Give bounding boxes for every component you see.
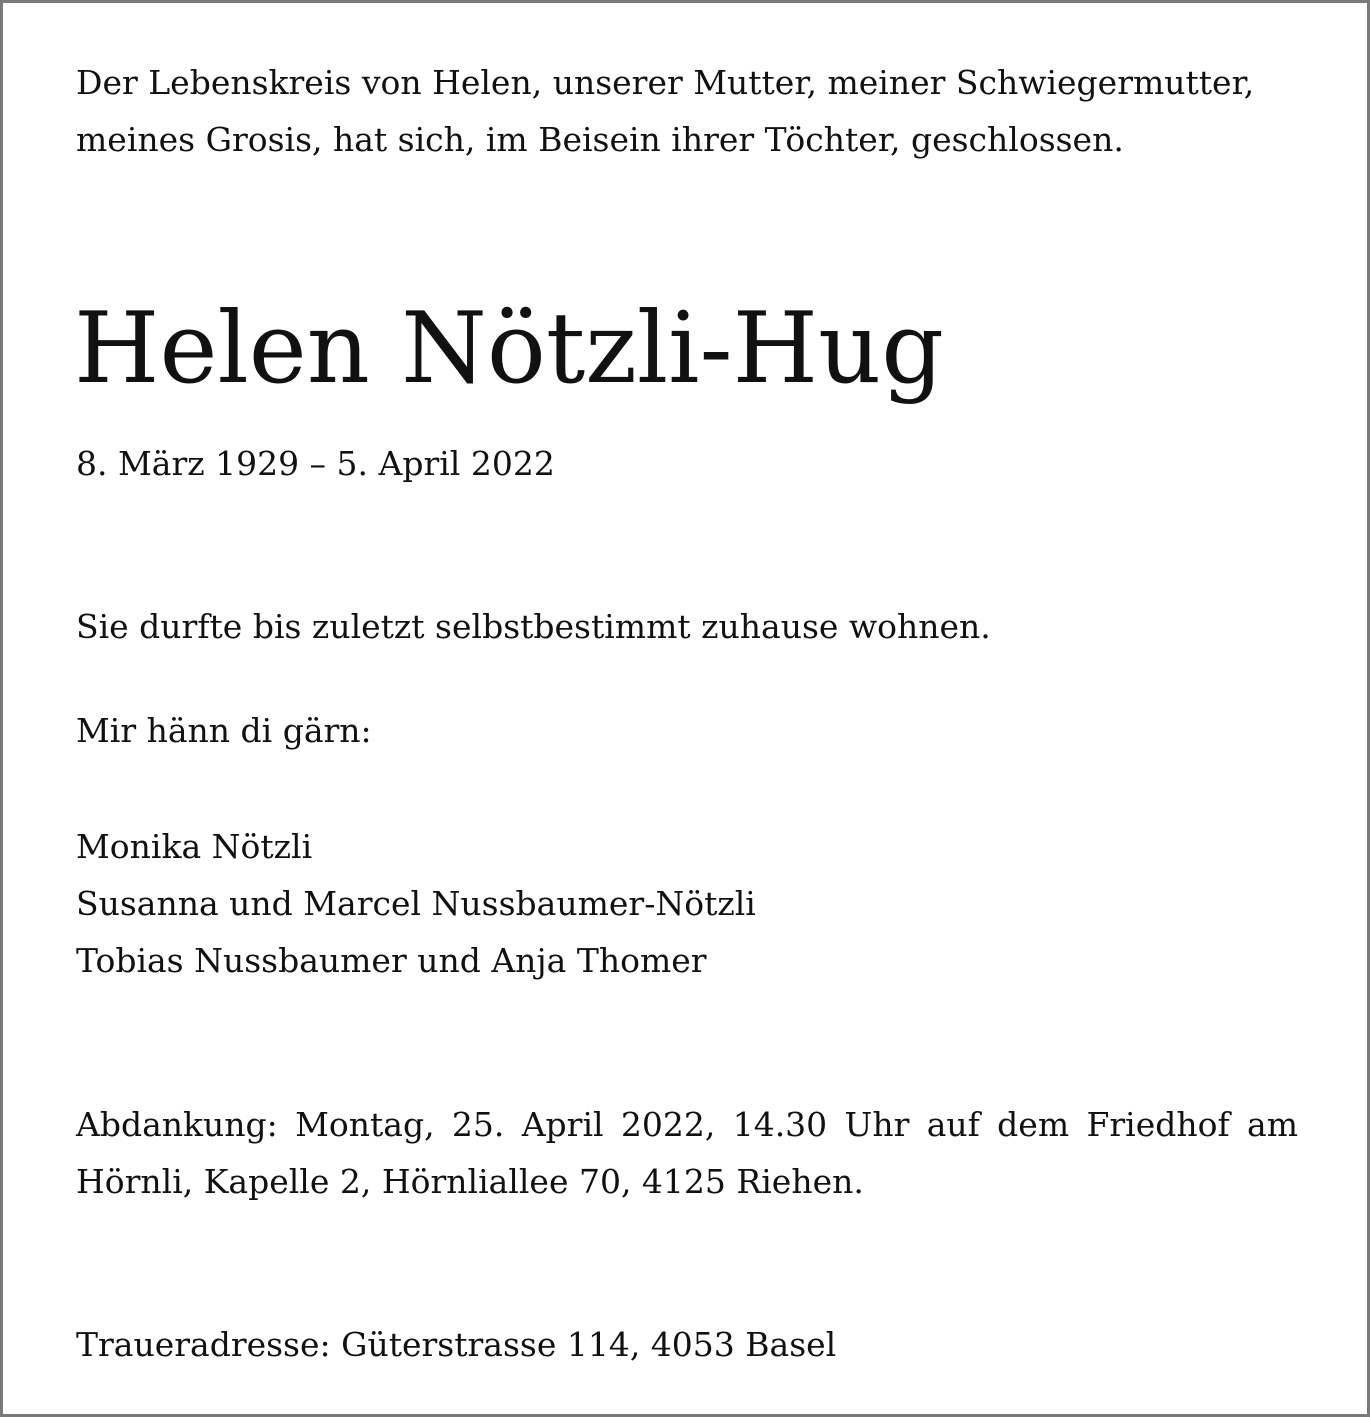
farewell-text: Mir hänn di gärn: xyxy=(76,711,372,750)
message-text: Sie durfte bis zuletzt selbstbestimmt zuhause wohnen. xyxy=(76,607,991,646)
signatory-name: Susanna und Marcel Nussbaumer-Nötzli xyxy=(76,884,756,923)
signatory-name: Tobias Nussbaumer und Anja Thomer xyxy=(76,941,707,980)
intro-line: meines Grosis, hat sich, im Beisein ihrer Töchter, geschlossen. xyxy=(76,120,1124,159)
deceased-name: Helen Nötzli-Hug xyxy=(74,292,944,406)
intro-line: Der Lebenskreis von Helen, unserer Mutter, meiner Schwiegermutter, xyxy=(76,63,1255,102)
ceremony-line: Abdankung: Montag, 25. April 2022, 14.30 Uhr auf dem Friedhof am xyxy=(76,1105,1298,1144)
ceremony-paragraph xyxy=(76,1096,1298,1210)
mourning-address: Traueradresse: Güterstrasse 114, 4053 Basel xyxy=(76,1325,837,1364)
intro-paragraph xyxy=(76,54,1254,168)
ceremony-line: Hörnli, Kapelle 2, Hörnliallee 70, 4125 Riehen. xyxy=(76,1162,864,1201)
signatory-name: Monika Nötzli xyxy=(76,827,313,866)
life-dates: 8. März 1929 – 5. April 2022 xyxy=(76,444,555,483)
